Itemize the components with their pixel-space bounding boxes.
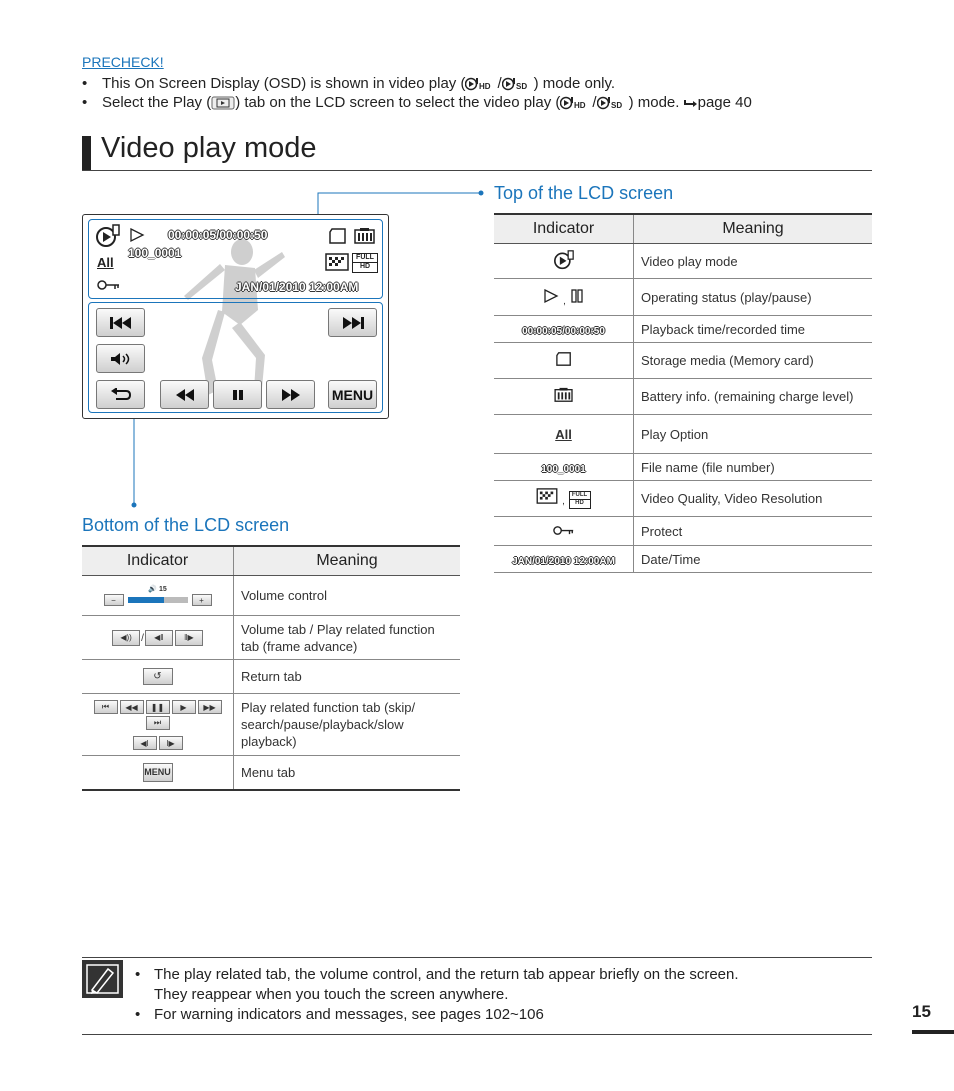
volume-slider <box>128 596 188 604</box>
search-forward-button[interactable] <box>266 380 315 409</box>
protect-icon <box>553 525 575 536</box>
lcd-playback-time: 00:00:05/00:00:50 <box>168 228 268 242</box>
table-row: MENU Menu tab <box>82 756 460 790</box>
bottom-section-heading: Bottom of the LCD screen <box>82 515 290 535</box>
menu-tab-icon: MENU <box>143 763 173 782</box>
precheck-bullet-1: • This On Screen Display (OSD) is shown in video play ( HD / SD ) mode only. <box>82 75 616 92</box>
table-row: JAN/01/2010 12:00AM Date/Time <box>494 546 872 573</box>
menu-tab-button[interactable]: MENU <box>328 380 377 409</box>
svg-text:SD: SD <box>515 82 527 92</box>
table-row: 100_0001 File name (file number) <box>494 454 872 481</box>
protect-icon <box>97 279 121 291</box>
speaker-icon <box>109 352 133 366</box>
table-row: Protect <box>494 517 872 546</box>
table-row: All Play Option <box>494 415 872 454</box>
precheck-label: PRECHECK! <box>82 54 164 70</box>
table-row: , FULL HD Video Quality, Video Resolution <box>494 481 872 517</box>
svg-text:HD: HD <box>574 101 586 111</box>
skip-back-button[interactable] <box>96 308 145 337</box>
table-row: , Operating status (play/pause) <box>494 279 872 316</box>
frame-forward-icon: ǁ▶ <box>175 630 203 646</box>
slow-back-icon: ◀ǀ <box>133 736 157 750</box>
table-row: Battery info. (remaining charge level) <box>494 379 872 415</box>
page-number-bar <box>912 1030 954 1034</box>
note-icon <box>82 960 123 998</box>
slow-forward-icon: ǀ▶ <box>159 736 183 750</box>
top-indicator-table <box>494 213 872 573</box>
lcd-file-name: 100_0001 <box>128 246 182 260</box>
play-option-icon: All <box>555 426 572 442</box>
table-row: 00:00:05/00:00:50 Playback time/recorded time <box>494 316 872 343</box>
svg-text:HD: HD <box>479 82 492 92</box>
volume-control <box>82 594 233 606</box>
precheck-bullet-2: • Select the Play ( ) tab on the LCD screen to select the video play ( HD / SD ) mode. page 40 <box>82 94 752 111</box>
volume-down-icon: − <box>104 594 124 606</box>
return-icon <box>110 388 132 402</box>
lcd-datetime: JAN/01/2010 12:00AM <box>235 280 359 294</box>
note-top-rule <box>82 957 872 958</box>
note-bottom-rule <box>82 1034 872 1035</box>
top-col-meaning: Meaning <box>634 214 873 244</box>
video-quality-icon <box>325 253 349 271</box>
memory-card-icon <box>328 227 348 245</box>
video-resolution-icon: FULL HD <box>569 491 591 509</box>
video-resolution-icon: FULL HD <box>352 253 378 273</box>
bottom-col-meaning: Meaning <box>234 546 461 576</box>
page-title: Video play mode <box>101 132 317 164</box>
page-number: 15 <box>912 1002 931 1021</box>
fast-forward-icon <box>280 388 302 402</box>
skip-forward-button[interactable] <box>328 308 377 337</box>
note-item-1: • The play related tab, the volume control, and the return tab appear briefly on the screen. <box>135 966 739 983</box>
skip-forward-icon: ⏭ <box>146 716 170 730</box>
svg-text:SD: SD <box>610 101 622 111</box>
rewind-icon: ◀◀ <box>120 700 144 714</box>
return-tab-button[interactable] <box>96 380 145 409</box>
battery-icon <box>554 387 574 403</box>
table-row: ⏮ ◀◀ ❚❚ ▶ ▶▶⏭ ◀ǀ ǀ▶ Play related function tab (skip/ search/pause/playback/slow playback) <box>82 694 460 756</box>
memory-card-icon <box>555 351 573 367</box>
pause-icon: ❚❚ <box>146 700 170 714</box>
table-row: 🔊 15 − + Volume control <box>82 576 460 616</box>
volume-level-indicator: 🔊 15 <box>148 586 167 593</box>
play-option-icon: All <box>97 255 114 270</box>
skip-back-icon: ⏮ <box>94 700 118 714</box>
frame-back-icon: ◀ǁ <box>145 630 173 646</box>
play-icon: ▶ <box>172 700 196 714</box>
fast-forward-icon: ▶▶ <box>198 700 222 714</box>
rewind-icon <box>174 388 196 402</box>
note-item-2: • For warning indicators and messages, see pages 102~106 <box>135 1006 544 1023</box>
bottom-col-indicator: Indicator <box>82 546 234 576</box>
search-back-button[interactable] <box>160 380 209 409</box>
pause-status-icon <box>570 288 584 304</box>
battery-icon <box>354 227 376 245</box>
table-row: Video play mode <box>494 244 872 279</box>
table-row: Storage media (Memory card) <box>494 343 872 379</box>
play-status-icon <box>543 288 559 304</box>
return-icon: ↺ <box>143 668 173 685</box>
skip-back-icon <box>109 316 133 330</box>
bottom-indicator-table <box>82 545 460 791</box>
video-play-mode-icon <box>553 250 575 270</box>
table-row: ◀)) / ◀ǁ ǁ▶ Volume tab / Play related function tab (frame advance) <box>82 616 460 660</box>
pause-icon <box>230 388 246 402</box>
volume-tab-button[interactable] <box>96 344 145 373</box>
video-quality-icon <box>536 488 558 504</box>
skip-forward-icon <box>341 316 365 330</box>
play-status-icon <box>129 227 145 243</box>
top-col-indicator: Indicator <box>494 214 634 244</box>
note-item-1-continued: They reappear when you touch the screen anywhere. <box>154 986 509 1003</box>
top-section-heading: Top of the LCD screen <box>494 183 674 203</box>
pause-button[interactable] <box>213 380 262 409</box>
volume-up-icon: + <box>192 594 212 606</box>
speaker-icon: ◀)) <box>112 630 140 646</box>
video-play-mode-icon <box>95 224 121 248</box>
table-row: ↺ Return tab <box>82 660 460 694</box>
